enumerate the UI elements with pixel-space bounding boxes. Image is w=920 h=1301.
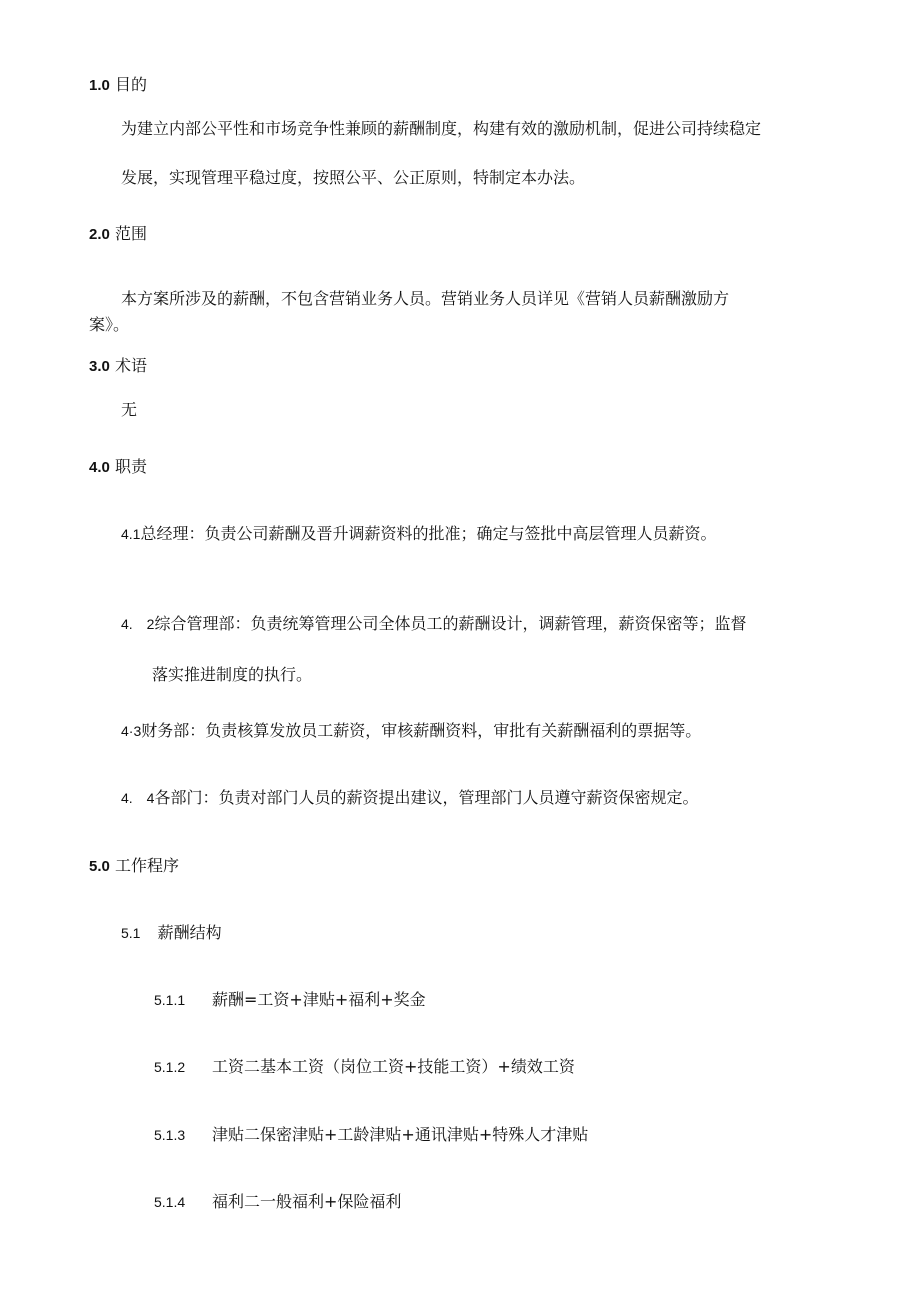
subsection-number: 5.1 <box>121 925 141 941</box>
paragraph-line: 发展，实现管理平稳过度，按照公平、公正原则，特制定本办法。 <box>121 168 586 187</box>
list-item <box>121 613 746 635</box>
section-title: 职责 <box>114 457 147 476</box>
item-text: 总经理：负责公司薪酬及晋升调薪资料的批准；确定与签批中高层管理人员薪资。 <box>140 524 717 543</box>
item-text: 薪酬=工资+津贴+福利+奖金 <box>212 990 426 1009</box>
subsection-heading <box>121 922 222 944</box>
list-item <box>154 1124 588 1146</box>
section-number: 3.0 <box>89 358 110 375</box>
item-text: 工资二基本工资（岗位工资+技能工资）+绩效工资 <box>212 1057 575 1076</box>
item-text: 综合管理部：负责统筹管理公司全体员工的薪酬设计，调薪管理，薪资保密等；监督 <box>154 614 747 633</box>
item-number: 5.1.3 <box>154 1127 186 1143</box>
section-heading-4 <box>89 456 147 479</box>
item-text: 财务部：负责核算发放员工薪资，审核薪酬资料，审批有关薪酬福利的票据等。 <box>141 721 702 740</box>
section-title: 范围 <box>114 224 147 243</box>
section-title: 术语 <box>114 356 147 375</box>
section-heading-3 <box>89 355 147 378</box>
section-title: 工作程序 <box>114 856 179 875</box>
paragraph-line: 本方案所涉及的薪酬，不包含营销业务人员。营销业务人员详见《营销人员薪酬激励方 <box>121 289 730 308</box>
item-text: 福利二一般福利+保险福利 <box>212 1192 402 1211</box>
paragraph-line: 落实推进制度的执行。 <box>152 665 313 684</box>
list-item <box>121 720 701 742</box>
paragraph-line: 案》。 <box>89 315 130 334</box>
item-number: 5.1.2 <box>154 1059 186 1075</box>
list-item <box>154 1191 401 1213</box>
item-number: 4·3 <box>121 723 142 739</box>
list-item <box>154 989 426 1011</box>
list-item <box>121 523 716 545</box>
section-title: 目的 <box>114 75 147 94</box>
item-number: 5.1.1 <box>154 992 186 1008</box>
section-heading-2 <box>89 223 147 246</box>
list-item <box>154 1056 575 1078</box>
item-number: 5.1.4 <box>154 1194 186 1210</box>
subsection-title: 薪酬结构 <box>157 923 222 942</box>
section-number: 4.0 <box>89 459 110 476</box>
section-number: 5.0 <box>89 858 110 875</box>
item-number: 4.1 <box>121 526 141 542</box>
paragraph-line: 无 <box>121 400 138 419</box>
list-item <box>121 787 698 809</box>
item-text: 各部门：负责对部门人员的薪资提出建议，管理部门人员遵守薪资保密规定。 <box>154 788 699 807</box>
section-heading-5 <box>89 855 179 878</box>
item-number: 4. 4 <box>121 790 155 806</box>
section-heading-1 <box>89 74 147 97</box>
item-number: 4. 2 <box>121 616 155 632</box>
section-number: 2.0 <box>89 226 110 243</box>
section-number: 1.0 <box>89 77 110 94</box>
paragraph-line: 为建立内部公平性和市场竞争性兼顾的薪酬制度，构建有效的激励机制，促进公司持续稳定 <box>121 119 762 138</box>
item-text: 津贴二保密津贴+工龄津贴+通讯津贴+特殊人才津贴 <box>212 1125 589 1144</box>
